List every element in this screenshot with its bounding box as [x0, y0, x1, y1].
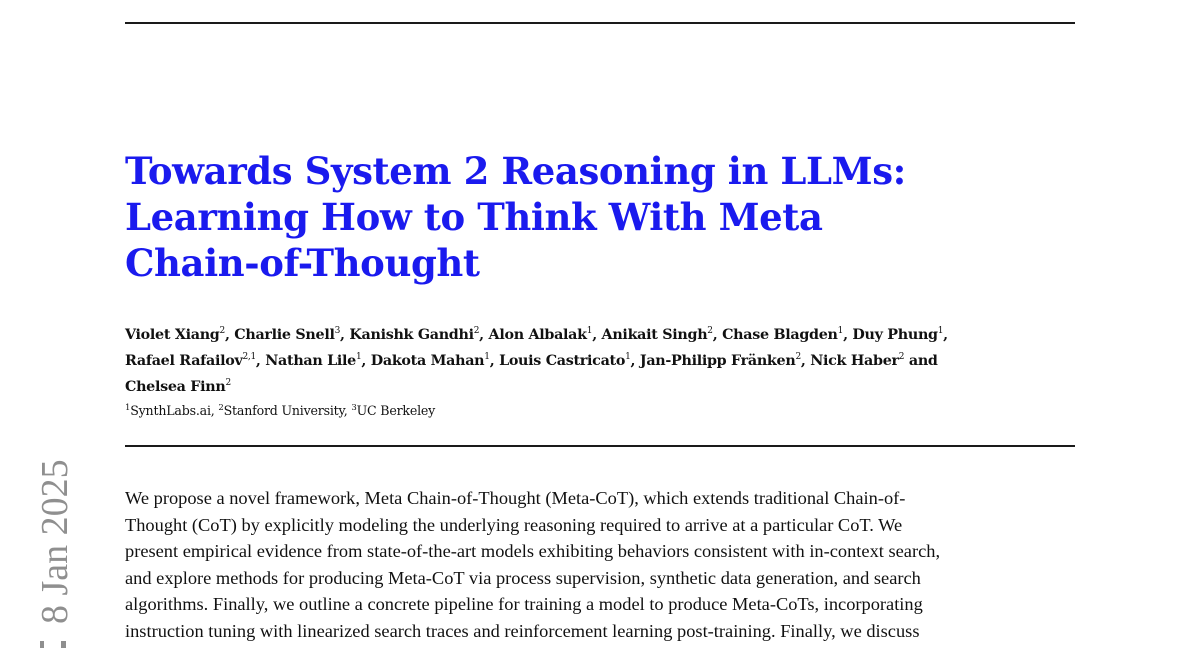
- affiliation-marker: 2: [795, 352, 801, 362]
- affiliation-marker: 2: [225, 378, 231, 388]
- affiliation-marker: 2: [473, 326, 480, 336]
- arxiv-id-fragment: [40, 641, 44, 648]
- affiliation-marker: 1: [837, 326, 844, 336]
- affiliation-marker: 2: [219, 326, 225, 336]
- author-name: Chase Blagden: [722, 327, 838, 343]
- author-name: Alon Albalak: [488, 327, 587, 343]
- affiliation-marker: 1: [937, 326, 944, 336]
- author-name: Duy Phung: [852, 327, 938, 343]
- abstract-line: Thought (CoT) by explicitly modeling the underlying reasoning required to arrive at a particular CoT. We: [125, 514, 903, 535]
- paper-title: [125, 148, 1025, 286]
- affiliation-marker: 1: [484, 352, 490, 362]
- author-name: Anikait Singh: [601, 327, 708, 343]
- abstract-line: present empirical evidence from state-of-the-art models exhibiting behaviors consistent with in-context search,: [125, 541, 941, 562]
- title-line: Learning How to Think With Meta: [125, 195, 823, 239]
- abstract-line: instruction tuning with linearized search traces and reinforcement learning post-training. Finally, we discuss: [125, 620, 920, 641]
- abstract-line: algorithms. Finally, we outline a concrete pipeline for training a model to produce Meta-CoTs, incorporating: [125, 594, 923, 615]
- arxiv-side-stamp: [28, 440, 78, 650]
- affiliation-name: Stanford University: [223, 403, 344, 418]
- affiliation-number: 2: [218, 403, 224, 413]
- affiliation-marker: 3: [334, 326, 341, 336]
- author-list: [125, 322, 1085, 400]
- affiliation-name: SynthLabs.ai: [130, 403, 211, 418]
- abstract-line: and explore methods for producing Meta-CoT via process supervision, synthetic data generation, and search: [125, 567, 921, 588]
- affiliation-marker: 2: [898, 352, 905, 362]
- author-name: Chelsea Finn: [125, 379, 226, 395]
- author-name: Nick Haber: [810, 353, 899, 369]
- title-line: Towards System 2 Reasoning in LLMs:: [125, 149, 906, 193]
- affiliation-marker: 2,1: [242, 352, 256, 362]
- author-name: Charlie Snell: [234, 327, 335, 343]
- author-name: Jan-Philipp Fränken: [639, 353, 796, 369]
- affiliation-number: 3: [351, 403, 357, 413]
- author-name: Dakota Mahan: [370, 353, 485, 369]
- affiliation-name: UC Berkeley: [356, 403, 436, 418]
- affiliation-marker: 1: [355, 352, 362, 362]
- author-line: Violet Xiang$^2$, Charlie Snell$^3$, Kanishk Gandhi$^2$, Alon Albalak$^1$, Anikait Singh$^2$, Chase Blagden$^1$, Duy Phung$^1$,: [125, 326, 948, 343]
- author-conjunction: and: [908, 353, 938, 369]
- author-line: [125, 374, 1085, 400]
- arxiv-date: 8 Jan 2025: [34, 459, 76, 624]
- affiliation-number: 1: [125, 403, 131, 413]
- title-line: Chain-of-Thought: [125, 241, 480, 285]
- author-name: Rafael Rafailov: [125, 353, 243, 369]
- abstract-line: We propose a novel framework, Meta Chain-of-Thought (Meta-CoT), which extends traditional Chain-of-: [125, 488, 906, 508]
- abstract: [125, 485, 1085, 645]
- affiliations: $^1$SynthLabs.ai, $^2$Stanford University, $^3$UC Berkeley: [125, 403, 436, 418]
- arxiv-id-fragment: [61, 641, 66, 648]
- section-rule: [125, 445, 1075, 447]
- author-line: Rafael Rafailov$^{2,1}$, Nathan Lile$^1$, Dakota Mahan$^1$, Louis Castricato$^1$, Jan-Philipp Fränken$^2$, Nick Haber$^2$ and: [125, 352, 938, 369]
- author-name: Violet Xiang: [125, 327, 220, 343]
- affiliation-marker: 1: [586, 326, 593, 336]
- author-name: Louis Castricato: [499, 353, 626, 369]
- affiliation-marker: 2: [707, 326, 713, 336]
- top-rule: [125, 22, 1075, 24]
- affiliation-marker: 1: [625, 352, 631, 362]
- author-name: Nathan Lile: [265, 353, 356, 369]
- author-name: Kanishk Gandhi: [349, 327, 474, 343]
